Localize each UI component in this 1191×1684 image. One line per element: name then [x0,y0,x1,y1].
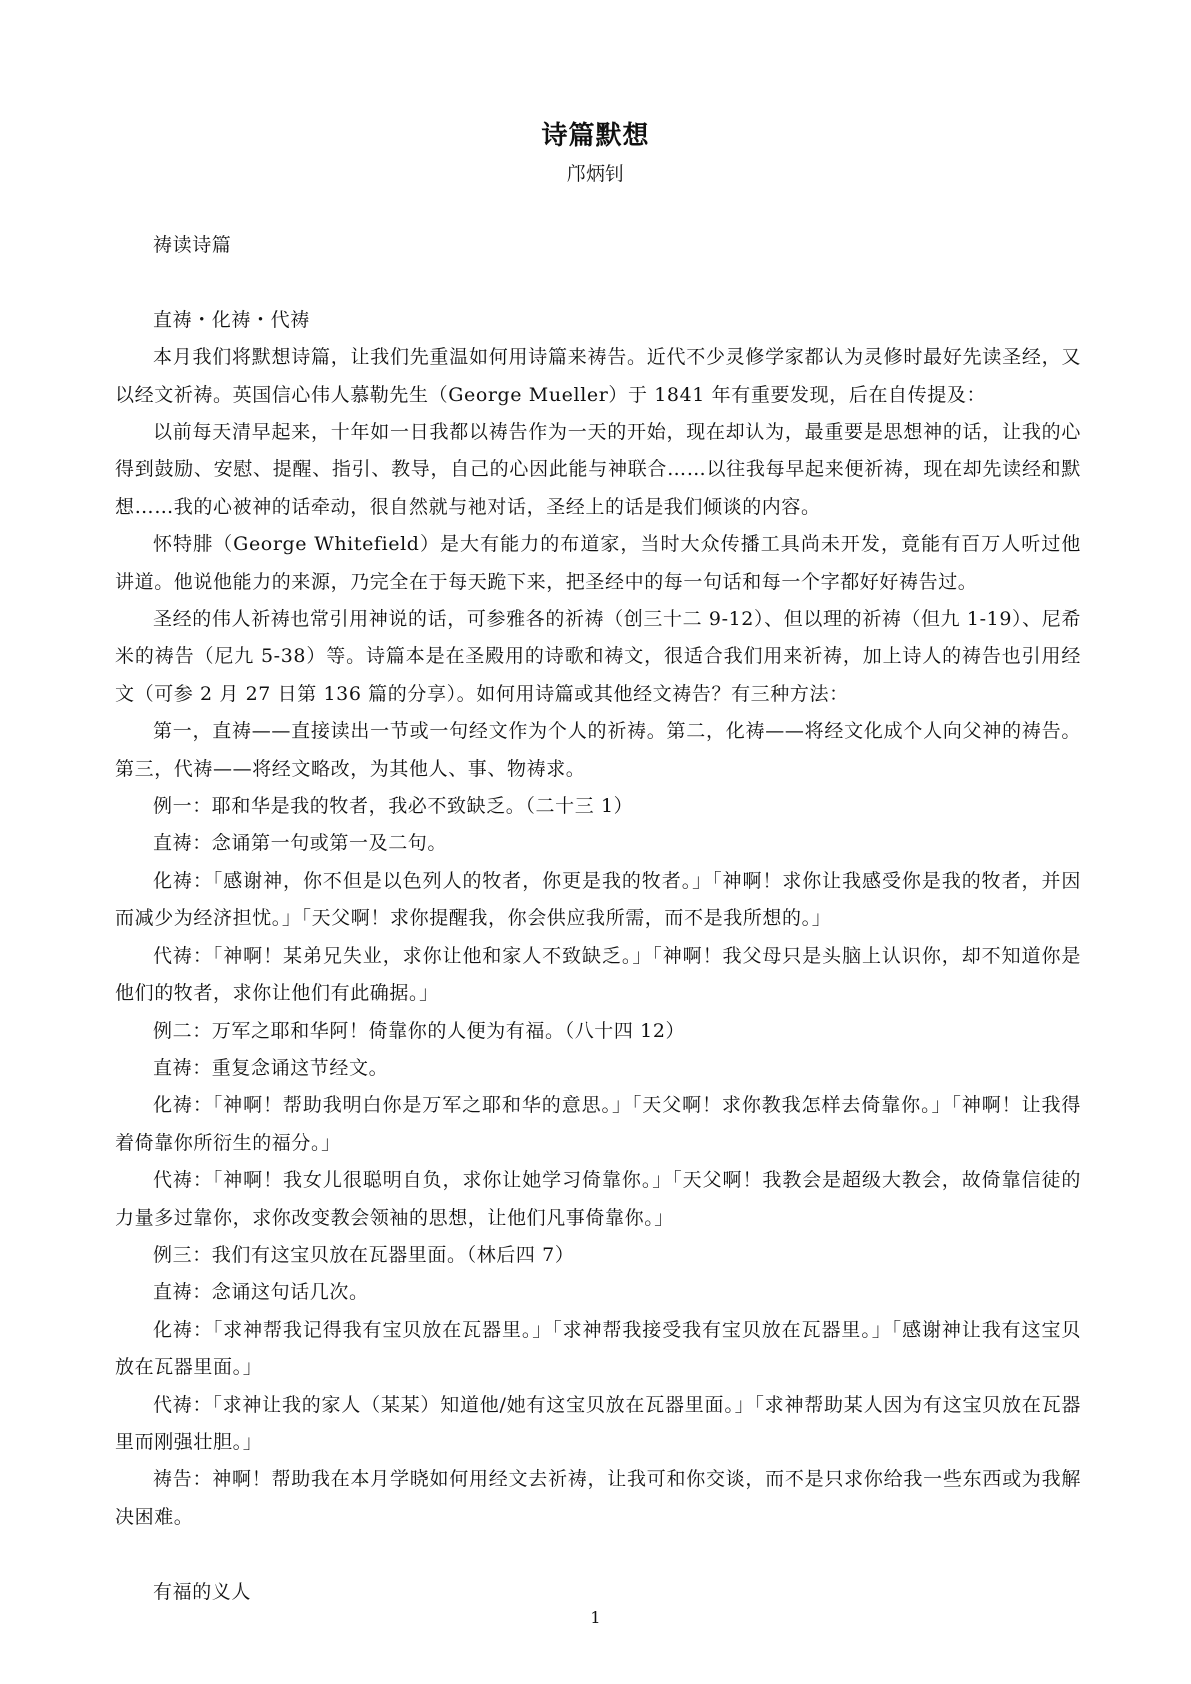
quote-paragraph: 以前每天清早起来，十年如一日我都以祷告作为一天的开始，现在却认为，最重要是思想神的话，让我的心得到鼓励、安慰、提醒、指引、教导，自己的心因此能与神联合……以往我每早起来便祈祷，现在却先读经和默想……我的心被神的话牵动，很自然就与祂对话，圣经上的话是我们倾谈的内容。 [115,421,1081,518]
example-line: 化祷：「求神帮我记得我有宝贝放在瓦器里。」「求神帮我接受我有宝贝放在瓦器里。」「感谢神让我有这宝贝放在瓦器里面。」 [115,1318,1081,1379]
section-heading: 有福的义人 [153,1580,252,1603]
example-line: 例三：我们有这宝贝放在瓦器里面。（林后四 7） [153,1243,575,1266]
section-heading: 祷读诗篇 [153,234,232,256]
blank-line [115,264,1081,301]
example-line: 代祷：「神啊！某弟兄失业，求你让他和家人不致缺乏。」「神啊！我父母只是头脑上认识你，却不知道你是他们的牧者，求你让他们有此确据。」 [115,944,1081,1005]
example-line: 例一：耶和华是我的牧者，我必不致缺乏。（二十三 1） [153,795,634,818]
example-line: 直祷：念诵这句话几次。 [153,1281,369,1304]
document-title: 诗篇默想 [541,121,650,151]
paragraph: 本月我们将默想诗篇，让我们先重温如何用诗篇来祷告。近代不少灵修学家都认为灵修时最好先读圣经，又以经文祈祷。英国信心伟人慕勒先生（George Mueller）于 1841 年有重要发现，后在自传提及： [115,346,1081,406]
paragraph: 第一，直祷——直接读出一节或一句经文作为个人的祈祷。第二，化祷——将经文化成个人向父神的祷告。第三，代祷——将经文略改，为其他人、事、物祷求。 [115,720,1081,780]
section-subheading: 直祷・化祷・代祷 [153,308,310,331]
example-line: 化祷：「神啊！帮助我明白你是万军之耶和华的意思。」「天父啊！求你教我怎样去倚靠你。」「神啊！让我得着倚靠你所衍生的福分。」 [115,1094,1081,1154]
document-body [115,227,1081,1611]
example-line: 化祷：「感谢神，你不但是以色列人的牧者，你更是我的牧者。」「神啊！求你让我感受你是我的牧者，并因而减少为经济担忧。」「天父啊！求你提醒我，你会供应我所需，而不是我所想的。」 [115,869,1081,930]
prayer-paragraph: 祷告：神啊！帮助我在本月学晓如何用经文去祈祷，让我可和你交谈，而不是只求你给我一些东西或为我解决困难。 [115,1468,1081,1528]
paragraph: 圣经的伟人祈祷也常引用神说的话，可参雅各的祈祷（创三十二 9-12）、但以理的祈祷（但九 1-19）、尼希米的祷告（尼九 5-38）等。诗篇本是在圣殿用的诗歌和祷文，很适合我们用来祈祷，加上诗人的祷告也引用经文（可参 2 月 27 日第 136 篇的分享）。如何用诗篇或其他经文祷告？有三种方法： [115,608,1081,705]
page-number: 1 [590,1608,601,1627]
example-line: 直祷：重复念诵这节经文。 [153,1056,389,1079]
author-name: 邝炳钊 [566,163,624,185]
example-line: 直祷：念诵第一句或第一及二句。 [153,832,448,855]
paragraph: 怀特腓（George Whitefield）是大有能力的布道家，当时大众传播工具尚未开发，竟能有百万人听过他讲道。他说他能力的来源，乃完全在于每天跪下来，把圣经中的每一句话和每一个字都好好祷告过。 [115,533,1081,593]
blank-line [115,1536,1081,1573]
example-line: 代祷：「神啊！我女儿很聪明自负，求你让她学习倚靠你。」「天父啊！我教会是超级大教会，故倚靠信徒的力量多过靠你，求你改变教会领袖的思想，让他们凡事倚靠你。」 [115,1169,1081,1229]
example-line: 例二：万军之耶和华阿！倚靠你的人便为有福。（八十四 12） [153,1019,686,1042]
example-line: 代祷：「求神让我的家人（某某）知道他/她有这宝贝放在瓦器里面。」「求神帮助某人因为有这宝贝放在瓦器里而刚强壮胆。」 [115,1393,1081,1453]
